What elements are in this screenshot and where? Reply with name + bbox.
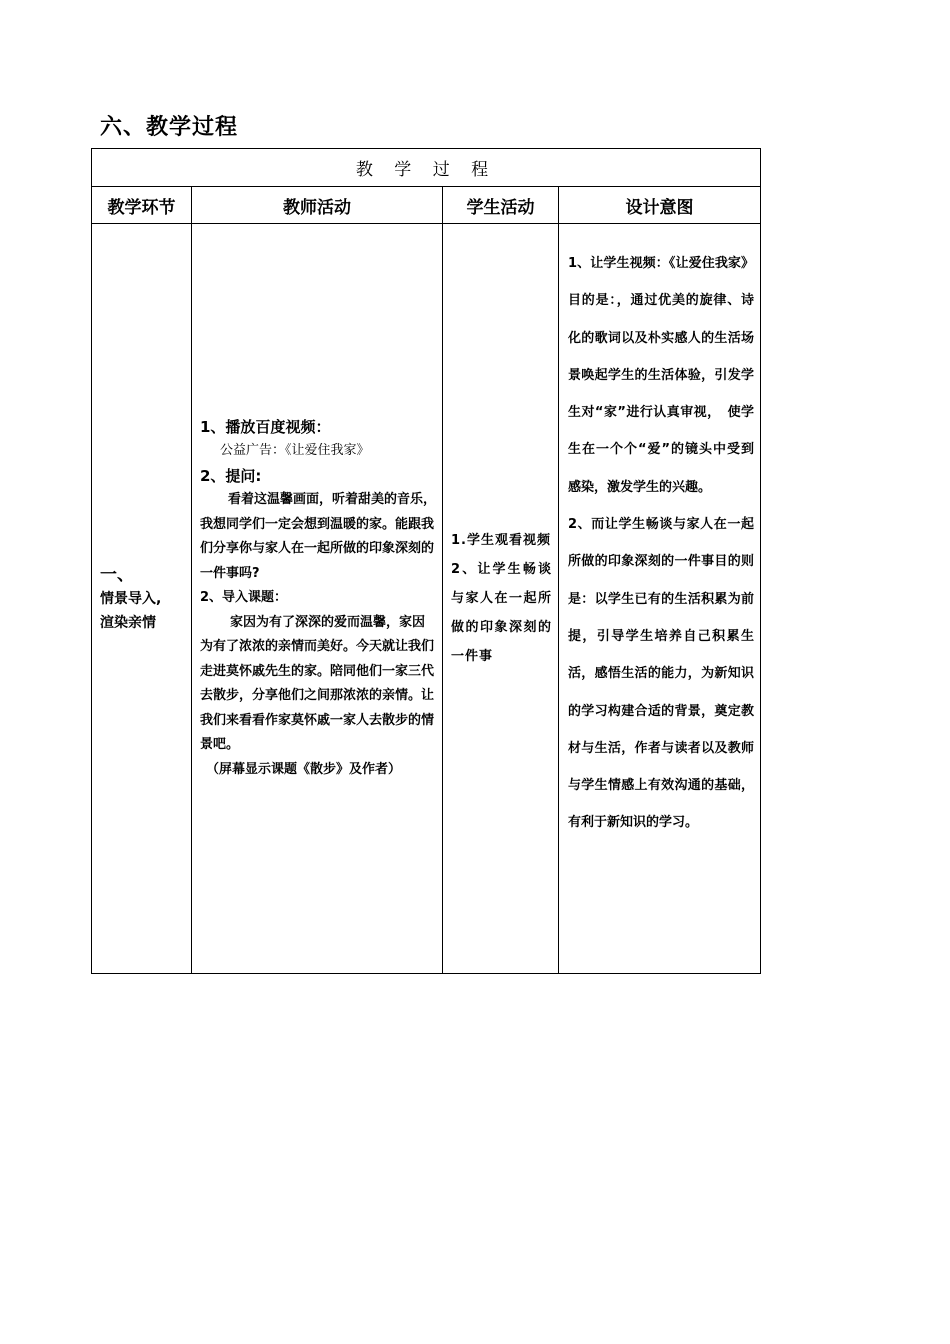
section-heading: 六、教学过程 — [100, 115, 239, 140]
stage-line-1: 情景导入, — [100, 590, 162, 607]
teacher-item-1: 1、播放百度视频： — [200, 417, 331, 436]
teacher-item-3: 2、导入课题： — [200, 590, 288, 606]
table-title: 教 学 过 程 — [92, 149, 761, 187]
header-stage: 教学环节 — [92, 187, 192, 224]
design-intent-cell — [559, 224, 761, 974]
header-teacher: 教师活动 — [192, 187, 443, 224]
header-student: 学生活动 — [443, 187, 559, 224]
teacher-activity-cell — [192, 224, 443, 974]
stage-cell — [92, 224, 192, 974]
teacher-item-2: 2、提问: — [200, 466, 262, 485]
student-item-1: 1.学生观看视频 — [451, 533, 551, 548]
teacher-note: （屏幕显示课题《散步》及作者） — [206, 761, 402, 777]
stage-number: 一、 — [100, 564, 134, 585]
design-item-1: 1、让学生视频：《让爱住我家》目的是：，通过优美的旋律、诗化的歌词以及朴实感人的生活场景唤起学生的生活体验，引发学生对“家”进行认真审视， 使学生在一个个“爱”的镜头中受到感染，激发学生的兴趣。 — [568, 256, 755, 495]
student-activity-cell — [443, 224, 559, 974]
student-item-2: 2、让学生畅谈与家人在一起所做的印象深刻的一件事 — [451, 562, 552, 664]
design-item-2: 2、而让学生畅谈与家人在一起所做的印象深刻的一件事目的则是：以学生已有的生活积累为前提，引导学生培养自己积累生活，感悟生活的能力，为新知识的学习构建合适的背景，奠定教材与生活，作者与读者以及教师与学生情感上有效沟通的基础，有利于新知识的学习。 — [568, 517, 755, 831]
table-row — [92, 224, 761, 974]
teaching-process-table — [91, 148, 761, 974]
teacher-item-1-sub: 公益广告：《让爱住我家》 — [220, 443, 370, 459]
header-design: 设计意图 — [559, 187, 761, 224]
stage-line-2: 渲染亲情 — [100, 614, 156, 631]
table-title-row — [92, 149, 761, 187]
teacher-item-3-text: 家因为有了深深的爱而温馨，家因为有了浓浓的亲情而美好。今天就让我们走进莫怀戚先生的家。陪同他们一家三代去散步，分享他们之间那浓浓的亲情。让我们来看看作家莫怀戚一家人去散步的情景吧。 — [200, 614, 435, 753]
table-header-row — [92, 187, 761, 224]
teacher-item-2-text: 看着这温馨画面，听着甜美的音乐，我想同学们一定会想到温暖的家。能跟我们分享你与家人在一起所做的印象深刻的一件事吗? — [200, 492, 437, 581]
